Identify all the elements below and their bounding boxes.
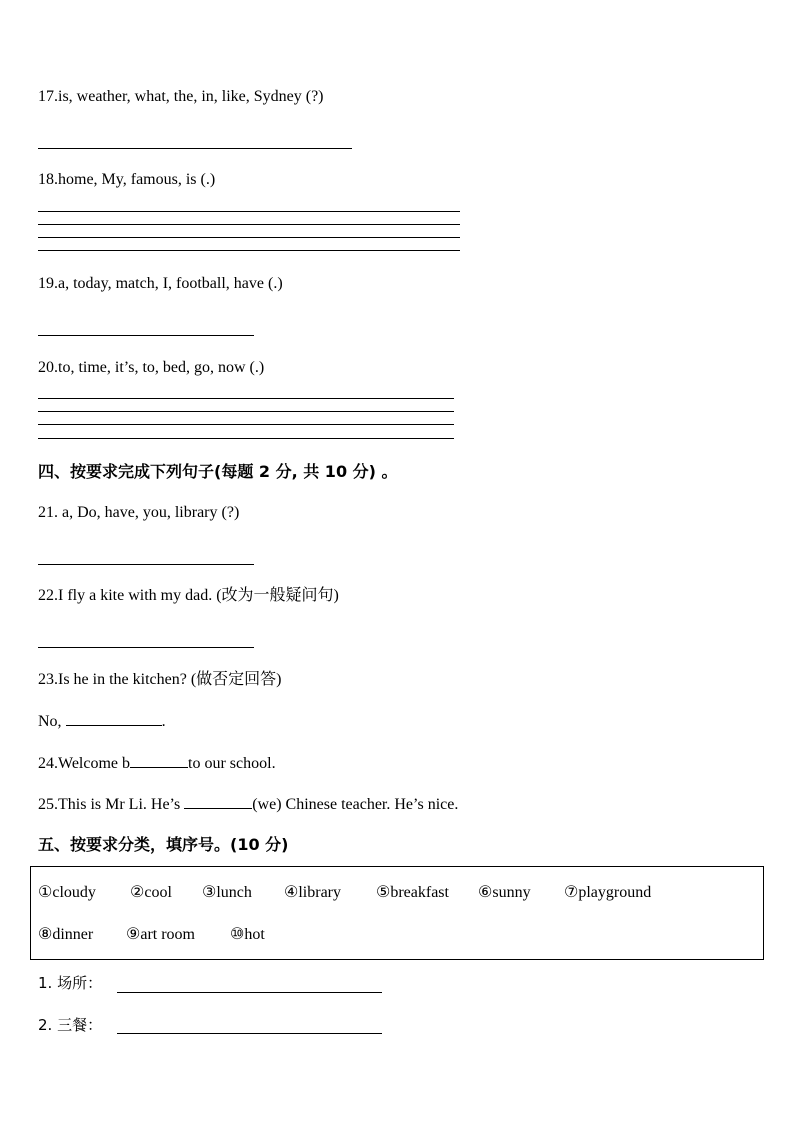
answer-line-18c[interactable] [38, 237, 460, 238]
answer-line-category-2[interactable] [117, 1033, 382, 1034]
option-7: ⑦playground [564, 884, 652, 901]
option-1: ①cloudy [38, 884, 96, 901]
answer-line-20b[interactable] [38, 411, 454, 412]
answer-line-18a[interactable] [38, 211, 460, 212]
option-9: ⑨art room [126, 926, 195, 943]
answer-line-18b[interactable] [38, 224, 460, 225]
answer-prefix: No, [38, 713, 62, 730]
question-24 [38, 753, 276, 774]
answer-line-18d[interactable] [38, 250, 460, 251]
question-23: 23.Is he in the kitchen? (做否定回答) [38, 671, 282, 688]
answer-line-21[interactable] [38, 564, 254, 565]
option-2: ②cool [130, 884, 172, 901]
category-2-label: 2. 三餐： [38, 1016, 103, 1034]
answer-line-20d[interactable] [38, 438, 454, 439]
answer-blank-24[interactable] [130, 753, 188, 768]
question-18: 18.home, My, famous, is (.) [38, 171, 216, 188]
answer-line-category-1[interactable] [117, 992, 382, 993]
answer-line-20c[interactable] [38, 424, 454, 425]
question-23-answer [38, 711, 166, 732]
question-22: 22.I fly a kite with my dad. (改为一般疑问句) [38, 587, 339, 604]
option-3: ③lunch [202, 884, 252, 901]
section-5-title: 五、按要求分类，填序号。(10 分) [38, 835, 289, 854]
option-4: ④library [284, 884, 341, 901]
q24-prefix: 24.Welcome b [38, 755, 131, 772]
word-options-box [30, 866, 764, 960]
answer-line-19[interactable] [38, 335, 254, 336]
question-17: 17.is, weather, what, the, in, like, Sydney (?) [38, 88, 324, 105]
answer-suffix: . [161, 713, 166, 730]
option-5: ⑤breakfast [376, 884, 449, 901]
option-10: ⑩hot [230, 926, 265, 943]
option-6: ⑥sunny [478, 884, 531, 901]
answer-line-17[interactable] [38, 148, 352, 149]
answer-line-22[interactable] [38, 647, 254, 648]
answer-line-20a[interactable] [38, 398, 454, 399]
section-4-title: 四、按要求完成下列句子(每题 2 分, 共 10 分) 。 [38, 462, 398, 481]
category-1-label: 1. 场所： [38, 974, 103, 992]
answer-blank-25[interactable] [184, 794, 252, 809]
question-25 [38, 794, 458, 815]
question-19: 19.a, today, match, I, football, have (.) [38, 275, 283, 292]
q25-suffix: (we) Chinese teacher. He’s nice. [252, 796, 459, 813]
option-8: ⑧dinner [38, 926, 94, 943]
q25-prefix: 25.This is Mr Li. He’s [38, 796, 181, 813]
question-21: 21. a, Do, have, you, library (?) [38, 504, 240, 521]
answer-blank-23[interactable] [66, 711, 162, 726]
q24-suffix: to our school. [188, 755, 276, 772]
question-20: 20.to, time, it’s, to, bed, go, now (.) [38, 359, 265, 376]
